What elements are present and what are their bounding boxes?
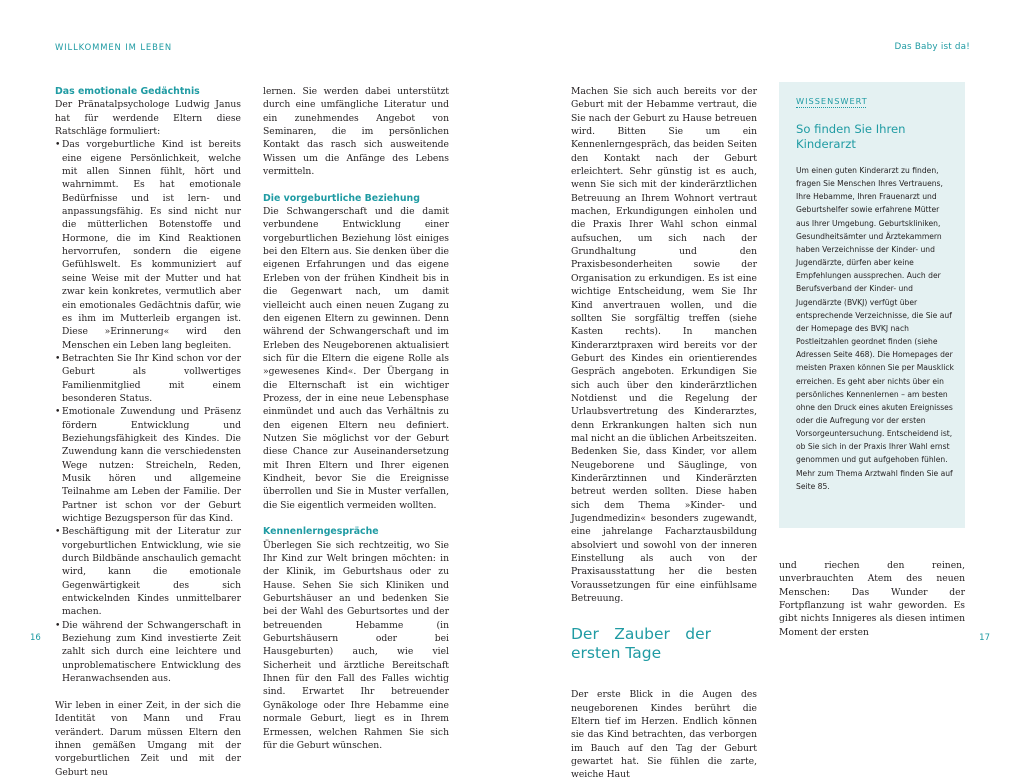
paragraph: Bedenken Sie, dass Kinder, vor allem Neugeborene und Säuglinge, von Kinderärztinnen und Kinderärzten betreut werden sollten. Diese haben sich dem Thema »Kinder- und Jugendmedizin« besonders zugewandt, eine jahrelange Facharztausbildung absolviert und sowohl von der inneren Einstellung als auch von der Praxisausstattung her die besten Voraussetzungen für eine einfühlsame Betreuung.	[571, 446, 757, 605]
column-4	[779, 559, 965, 639]
box-text: Um einen guten Kinderarzt zu finden, fragen Sie Menschen Ihres Vertrauens, Ihre Hebamme, Ihren Frauenarzt und Geburtshelfer sowie erfahrene Mütter aus Ihrer Umgebung. Geburtskliniken, Gesundheitsämter und Ärztekammern haben Verzeichnisse der Kinder- und Jugendärzte, dürfen aber keine Empfehlungen aussprechen. Auch der Berufsverband der Kinder- und Jugendärzte (BVKJ) verfügt über entsprechende Verzeichnisse, die Sie auf der Homepage des BVKJ nach Postleitzahlen geordnet finden (siehe Adressen Seite 468). Die Homepages der meisten Praxen können Sie per Mausklick erreichen. Es geht aber nichts über ein persönliches Kennenlernen – am besten ohne den Druck eines akuten Ereignisses oder die Aufregung vor der ersten Vorsorgeuntersuchung. Entscheidend ist, ob Sie sich in der Praxis Ihrer Wahl ernst genommen und gut aufgehoben fühlen. Mehr zum Thema Arztwahl finden Sie auf Seite 85.	[796, 166, 954, 491]
box-title: So finden Sie Ihren Kinderarzt	[796, 122, 906, 151]
paragraph: Der erste Blick in die Augen des neugeborenen Kindes berührt die Eltern tief im Herzen. Endlich können sie das Kind betrachten, das verborgen im Bauch auf den Tag der Geburt gewartet hat. Sie fühlen die zarte, weiche Haut	[571, 689, 757, 781]
page-number-left: 16	[30, 633, 41, 643]
paragraph: Die Schwangerschaft und die damit verbundene Entwicklung einer vorgeburtlichen Beziehung löst einiges bei den Eltern aus. Sie denken über die eigenen Erfahrungen und das eigene Erleben von der frühen Kindheit bis in die Gegenwart nach, um damit vielleicht auch einen neuen Zugang zu den eigenen Eltern zu gewinnen. Denn während der Schwangerschaft und im Erleben des Neugeborenen aktualisiert sich für die Eltern die eigene Rolle als »gewesenes Kind«. Der Übergang in die Elternschaft ist ein wichtiger Prozess, der in eine neue Lebensphase einmündet und auch das Verhältnis zu den eigenen Eltern neu definiert. Nutzen Sie möglichst vor der Geburt diese Chance zur Auseinandersetzung mit Ihren Eltern und Ihrer eigenen Kindheit, bevor Sie die Ereignisse überrollen und Sie in Muster verfallen, die Sie eigentlich vermeiden wollten.	[263, 206, 449, 511]
page-number-right: 17	[979, 633, 990, 643]
box-kicker: WISSENSWERT	[796, 96, 868, 106]
list-item: • Betrachten Sie Ihr Kind schon vor der Geburt als vollwertiges Familienmitglied mit einem besonderen Status.	[55, 352, 241, 405]
section-heading-introductory-talks: Kennenlerngespräche	[263, 526, 379, 538]
list-item: • Die während der Schwangerschaft in Beziehung zum Kind investierte Zeit zahlt sich durch eine leichtere und unproblematischere Entwicklung des Heranwachsenden aus.	[55, 619, 241, 686]
info-box-wissenswert	[779, 82, 965, 528]
paragraph: Machen Sie sich auch bereits vor der Geburt mit der Hebamme vertraut, die Sie nach der Geburt zu Hause betreuen wird. Bitten Sie um ein Kennenlerngespräch, das beiden Seiten den Kontakt nach der Geburt erleichtert. Sehr günstig ist es auch, wenn Sie sich mit der kinderärztlichen Betreuung an Ihrem Wohnort vertraut machen, Erkundigungen einholen und die Praxis Ihrer Wahl schon einmal aufsuchen, um sich nach der Grundhaltung und den Praxisbesonderheiten sowie der Organisation zu erkundigen. Es ist eine wichtige Entscheidung, wem Sie Ihr Kind anvertrauen wollen, und die sollten Sie sorgfältig treffen (siehe Kasten rechts). In manchen Kinderarztpraxen wird bereits vor der Geburt des Kindes ein orientierendes Gespräch angeboten. Erkundigen Sie sich auch über den kinderärztlichen Notdienst und die Regelung der Urlaubsvertretung des Kinderarztes, denn Erkrankungen halten sich nun mal nicht an die üblichen Arbeitszeiten.	[571, 86, 757, 444]
section-heading-emotional-memory: Das emotionale Gedächtnis	[55, 86, 200, 97]
paragraph-intro: Der Pränatalpsychologe Ludwig Janus hat für werdende Eltern diese Ratschläge formuliert:	[55, 99, 241, 138]
list-item: • Beschäftigung mit der Literatur zur vorgeburtlichen Entwicklung, wie sie durch Bildbände anschaulich gemacht wird, kann die emotionale Gegenwärtigkeit des sich entwickelnden Kindes unmittelbarer machen.	[55, 525, 241, 618]
dotted-rule	[796, 107, 866, 108]
paragraph: und riechen den reinen, unverbrauchten Atem des neuen Menschen: Das Wunder der Fortpflanzung ist wahr geworden. Es gibt nichts Innigeres als diesen intimen Moment der ersten	[779, 560, 965, 638]
section-heading-prenatal-relationship: Die vorgeburtliche Beziehung	[263, 192, 420, 204]
paragraph: Überlegen Sie sich rechtzeitig, wo Sie Ihr Kind zur Welt bringen möchten: in der Klinik, im Geburtshaus oder zu Hause. Sehen Sie sich Kliniken und Geburtshäuser an und bedenken Sie bei der Wahl des Geburtsortes und der betreuenden Hebamme (in Geburtshäusern oder bei Hausgeburten) auch, wie viel Sicherheit und ärztliche Bereitschaft Ihnen für den Fall des Falles wichtig sind. Erwartet Ihr betreuender Gynäkologe oder Ihre Hebamme eine normale Geburt, liegt es in Ihrem Ermessen, welchen Rahmen Sie sich für die Geburt wünschen.	[263, 539, 449, 751]
list-item: • Das vorgeburtliche Kind ist bereits eine eigene Persönlichkeit, welche mit allen Sinnen fühlt, hört und wahrnimmt. Es hat emotionale Bedürfnisse und ist lern- und anpassungsfähig. Es sind nicht nur die mütterlichen Botenstoffe und Hormone, die im Kind Reaktionen hervorrufen, sondern die eigene Gefühlswelt. Es kommuniziert auf seine Weise mit der Mutter und hat zwar kein konkretes, vermutlich aber ein emotionales Gedächtnis dafür, wie es ihm im Mutterleib ergangen ist. Diese »Erinnerung« wird den Menschen ein Leben lang begleiten.	[55, 138, 241, 352]
running-header-left: WILLKOMMEN IM LEBEN	[55, 42, 173, 52]
column-3	[571, 85, 757, 782]
list-item: • Emotionale Zuwendung und Präsenz fördern Entwicklung und Beziehungsfähigkeit des Kindes. Die Zuwendung kann die verschiedensten Wege nutzen: Streicheln, Reden, Musik hören und allgemeine Teilnahme am Leben der Familie. Der Partner ist schon vor der Geburt wichtige Bezugsperson für das Kind.	[55, 405, 241, 525]
paragraph: lernen. Sie werden dabei unterstützt durch eine umfängliche Literatur und ein zunehmendes Angebot von Seminaren, die im persönlichen Kontakt das rasch sich ausweitende Wissen um die Anfänge des Lebens vermitteln.	[263, 86, 449, 178]
chapter-title: Der Zauber der ersten Tage	[571, 625, 711, 662]
paragraph-closing: Wir leben in einer Zeit, in der sich die Identität von Mann und Frau verändert. Darum müssen Eltern den ihnen gemäßen Umgang mit der vorgeburtlichen Zeit und mit der Geburt neu	[55, 699, 241, 778]
bullet-list-advice	[55, 138, 241, 685]
running-header-right: Das Baby ist da!	[894, 42, 970, 52]
column-2	[263, 85, 449, 752]
column-1	[55, 85, 241, 779]
